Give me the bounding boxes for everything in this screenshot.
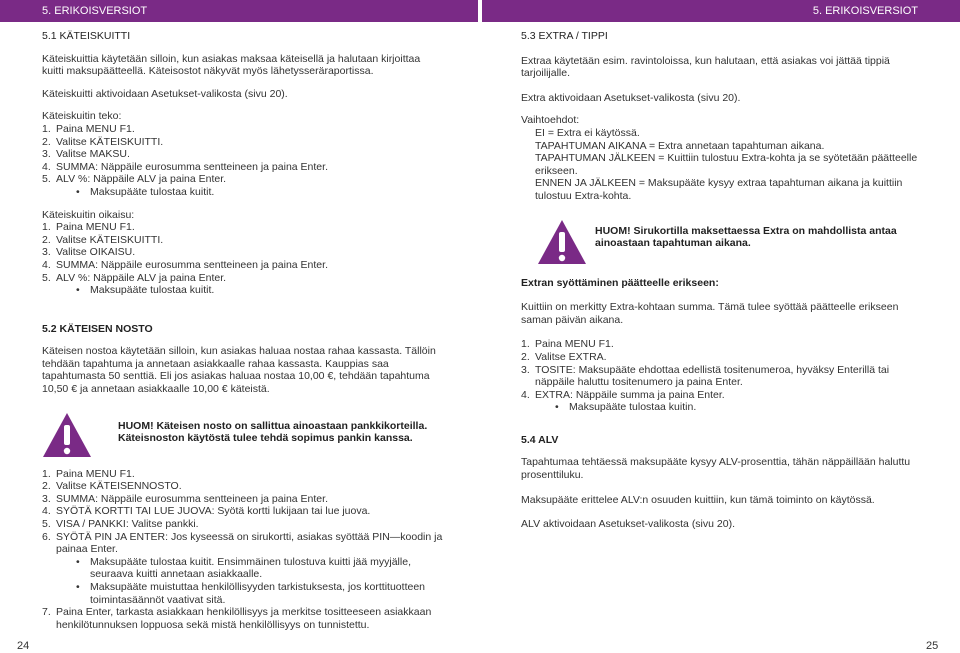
oikaisu-steps — [42, 221, 444, 284]
list-item: 2. Valitse KÄTEISKUITTI. — [42, 233, 164, 246]
warning-icon — [42, 412, 92, 458]
s54-p2: Maksupääte erittelee ALV:n osuuden kuittiin, kun tämä toiminto on käytössä. — [521, 493, 875, 506]
nosto-step-7 — [42, 606, 444, 631]
list-item: 1. Paina MENU F1. — [42, 221, 135, 234]
list-item: 4. SUMMA: Näppäile eurosumma sentteineen ja paina Enter. — [42, 258, 328, 271]
list-item: 4. SUMMA: Näppäile eurosumma sentteineen ja paina Enter. — [42, 160, 328, 173]
list-item: 3. Valitse OIKAISU. — [42, 246, 136, 259]
s51-intro: Käteiskuittia käytetään silloin, kun asiakas maksaa käteisellä ja halutaan kirjoittaa kuitti maksupäätteellä. Käteisostot näkyvät myös lähetysseräraportissa. — [42, 52, 421, 78]
header-right — [482, 0, 960, 22]
s52-warning-text: HUOM! Käteisen nosto on sallittua ainoastaan pankkikorteilla. Käteisnoston käytöstä tulee tehdä sopimus pankin kanssa. — [118, 419, 428, 445]
nosto-steps — [42, 468, 444, 556]
s54-p3: ALV aktivoidaan Asetukset-valikosta (sivu 20). — [521, 518, 735, 531]
list-item: TAPAHTUMAN AIKANA = Extra annetaan tapahtuman aikana. — [535, 139, 825, 152]
list-item: 3. SUMMA: Näppäile eurosumma sentteineen ja paina Enter. — [42, 492, 328, 505]
s53-warning-text: HUOM! Sirukortilla maksettaessa Extra on mahdollista antaa ainoastaan tapahtuman aikana. — [595, 224, 897, 250]
s51-activation: Käteiskuitti aktivoidaan Asetukset-valikosta (sivu 20). — [42, 87, 288, 100]
page-number-right: 25 — [926, 640, 939, 652]
list-item: 2. Valitse EXTRA. — [521, 350, 607, 363]
options-list — [521, 127, 921, 203]
header-right-text: 5. ERIKOISVERSIOT — [812, 5, 918, 17]
list-item: 1. Paina MENU F1. — [42, 122, 135, 135]
list-item: 1. Paina MENU F1. — [42, 467, 135, 480]
options-title: Vaihtoehdot: — [521, 114, 580, 127]
s53-intro: Extraa käytetään esim. ravintoloissa, kun halutaan, että asiakas voi jättää tippiä tarjoilijalle. — [521, 54, 890, 80]
list-item: EI = Extra ei käytössä. — [535, 126, 640, 139]
section-5-3-title: 5.3 EXTRA / TIPPI — [521, 30, 608, 42]
list-item: 3. TOSITE: Maksupääte ehdottaa edellistä tositenumeroa, hyväksy Enterillä tai näppäile haluttu tositenumero ja paina Enter. — [521, 363, 890, 389]
extra-title: Extran syöttäminen päätteelle erikseen: — [521, 276, 719, 289]
teko-title: Käteiskuitin teko: — [42, 110, 122, 123]
oikaisu-bullet: • Maksupääte tulostaa kuitit. — [42, 284, 444, 297]
extra-steps — [521, 338, 921, 401]
section-5-1-title: 5.1 KÄTEISKUITTI — [42, 30, 131, 42]
header-left — [0, 0, 478, 22]
right-column — [521, 30, 921, 531]
list-item: 4. EXTRA: Näppäile summa ja paina Enter. — [521, 388, 725, 401]
list-item: 2. Valitse KÄTEISENNOSTO. — [42, 480, 182, 493]
section-5-2-title: 5.2 KÄTEISEN NOSTO — [42, 322, 153, 335]
nosto-bullet: • Maksupääte muistuttaa henkilöllisyyden tarkistuksesta, jos korttituotteen toimintasäännöt vaativat sitä. — [42, 581, 444, 606]
s53-activation: Extra aktivoidaan Asetukset-valikosta (sivu 20). — [521, 91, 741, 104]
extra-bullet: • Maksupääte tulostaa kuitin. — [521, 401, 921, 414]
left-column — [42, 30, 444, 631]
list-item: 5. ALV %: Näppäile ALV ja paina Enter. — [42, 271, 227, 284]
list-item: 3. Valitse MAKSU. — [42, 148, 130, 161]
page-number-left: 24 — [17, 640, 30, 652]
s52-warning — [42, 412, 444, 464]
s54-p1: Tapahtumaa tehtäessä maksupääte kysyy ALV-prosenttia, tähän näppäillään haluttu prosenttiluku. — [521, 456, 911, 482]
list-item: 4. SYÖTÄ KORTTI TAI LUE JUOVA: Syötä kortti lukijaan tai lue juova. — [42, 505, 371, 518]
list-item: 7. Paina Enter, tarkasta asiakkaan henkilöllisyys ja merkitse tositteeseen asiakkaan henkilötunnuksen loppuosa sekä mistä henkilöllisyys on tunnistettu. — [42, 606, 432, 631]
section-5-4-title: 5.4 ALV — [521, 433, 559, 446]
list-item: 2. Valitse KÄTEISKUITTI. — [42, 135, 164, 148]
list-item: 5. ALV %: Näppäile ALV ja paina Enter. — [42, 173, 227, 186]
list-item: ENNEN JA JÄLKEEN = Maksupääte kysyy extraa tapahtuman aikana ja kuittiin tulostuu Extra-kohta. — [535, 177, 903, 202]
oikaisu-title: Käteiskuitin oikaisu: — [42, 208, 135, 221]
extra-intro: Kuittiin on merkitty Extra-kohtaan summa. Tämä tulee syöttää päätteelle erikseen saman päivän aikana. — [521, 301, 899, 326]
warning-icon — [537, 219, 587, 265]
teko-steps — [42, 123, 444, 186]
list-item: 1. Paina MENU F1. — [521, 338, 614, 351]
nosto-bullet: • Maksupääte tulostaa kuitit. Ensimmäinen tulostuva kuitti jää myyjälle, seuraava kuitti annetaan asiakkaalle. — [42, 556, 444, 581]
header-left-text: 5. ERIKOISVERSIOT — [42, 5, 148, 17]
teko-bullet: • Maksupääte tulostaa kuitit. — [42, 186, 444, 199]
s53-warning — [521, 219, 921, 271]
list-item: 6. SYÖTÄ PIN JA ENTER: Jos kyseessä on sirukortti, asiakas syöttää PIN—koodin ja painaa Enter. — [42, 530, 443, 556]
list-item: 5. VISA / PANKKI: Valitse pankki. — [42, 518, 199, 531]
list-item: TAPAHTUMAN JÄLKEEN = Kuittiin tulostuu Extra-kohta ja se syötetään päätteelle erikseen. — [535, 152, 918, 177]
s52-intro: Käteisen nostoa käytetään silloin, kun asiakas haluaa nostaa rahaa kassasta. Tällöin tehdään tapahtuma ja annetaan asiakkaalle rahaa kassasta. Kauppias saa tapahtumasta 50 senttiä. Eli jos asiakas haluaa nostaa 10,00 €, tehdään tapahtuma 10,50 € ja annetaan asiakkaalle 10,00 € käteistä. — [42, 345, 436, 396]
